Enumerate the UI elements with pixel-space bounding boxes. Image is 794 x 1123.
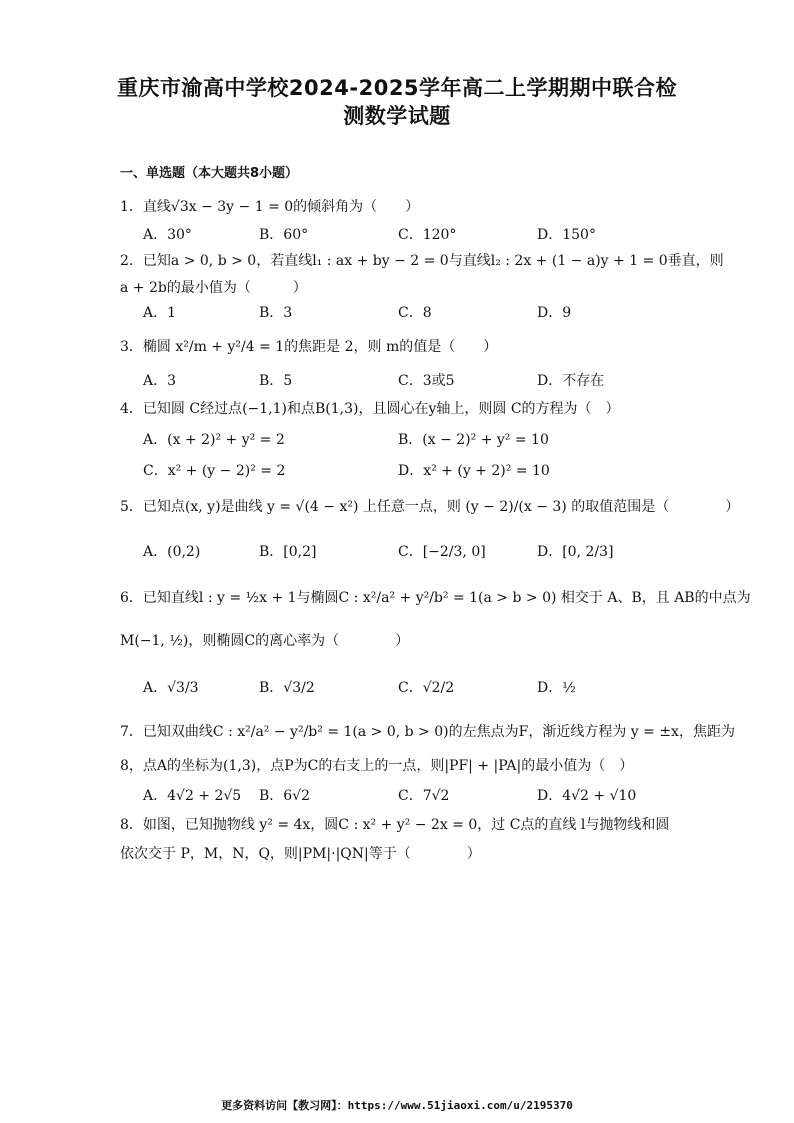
question-6-stem-line-2: M(−1, ½)，则椭圆C的离心率为（ ） [120,633,410,649]
question-5-stem: 5．已知点(x, y)是曲线 y = √(4 − x²) 上任意一点，则 (y − 2)/(x − 3) 的取值范围是（ ） [120,499,740,515]
question-8-stem-line-2: 依次交于 P，M，N，Q，则|PM|·|QN|等于（ ） [120,846,481,862]
question-7-stem-line-2: 8，点A的坐标为(1,3)，点P为C的右支上的一点，则|PF| + |PA|的最小值为（ ） [120,758,634,774]
question-4-option-c: C．x² + (y − 2)² = 2 [143,463,286,479]
question-7-option-c: C．7√2 [398,788,450,804]
question-6-stem-line-1: 6．已知直线l : y = ½x + 1与椭圆C : x²/a² + y²/b² = 1(a > b > 0) 相交于 A、B，且 AB的中点为 [120,590,751,606]
question-1-stem: 1．直线√3x − 3y − 1 = 0的倾斜角为（ ） [120,199,420,215]
question-3-option-a: A．3 [143,373,177,389]
question-3-option-c: C．3或5 [398,373,455,389]
section-heading: 一、单选题（本大题共8小题） [120,166,299,181]
question-1-option-c: C．120° [398,227,457,243]
question-5-option-c: C．[−2/3, 0] [398,544,486,560]
question-6-option-d: D．½ [537,680,576,696]
question-5-option-a: A．(0,2) [143,544,201,560]
question-2-stem-line-1: 2．已知a > 0, b > 0，若直线l₁ : ax + by − 2 = 0与直线l₂ : 2x + (1 − a)y + 1 = 0垂直，则 [120,253,724,269]
question-4-option-a: A．(x + 2)² + y² = 2 [143,432,285,448]
question-4-stem: 4．已知圆 C经过点(−1,1)和点B(1,3)，且圆心在y轴上，则圆 C的方程为（ ） [120,401,620,417]
question-5-option-d: D．[0, 2/3] [537,544,614,560]
page-title-line-1: 重庆市渝高中学校2024-2025学年高二上学期期中联合检 [116,76,678,100]
question-1-option-d: D．150° [537,227,596,243]
question-4-option-d: D．x² + (y + 2)² = 10 [398,463,550,479]
question-7-stem-line-1: 7．已知双曲线C : x²/a² − y²/b² = 1(a > 0, b > 0)的左焦点为F，渐近线方程为 y = ±x，焦距为 [120,724,735,740]
question-1-option-a: A．30° [143,227,192,243]
question-7-option-b: B．6√2 [259,788,311,804]
question-2-option-c: C．8 [398,305,432,321]
question-3-option-b: B．5 [259,373,293,389]
question-5-option-b: B．[0,2] [259,544,317,560]
question-6-option-b: B．√3/2 [259,680,315,696]
question-4-option-b: B．(x − 2)² + y² = 10 [398,432,549,448]
question-6-option-a: A．√3/3 [143,680,199,696]
question-1-option-b: B．60° [259,227,309,243]
question-2-option-d: D．9 [537,305,572,321]
question-2-stem-line-2: a + 2b的最小值为（ ） [120,280,307,296]
page-title-line-2: 测数学试题 [343,104,451,128]
question-3-option-d: D．不存在 [537,373,605,389]
question-8-stem-line-1: 8．如图，已知抛物线 y² = 4x，圆C : x² + y² − 2x = 0，过 C点的直线 l与抛物线和圆 [120,817,670,833]
question-2-option-b: B．3 [259,305,293,321]
footer-link[interactable]: 更多资料访问【教习网】：https://www.51jiaoxi.com/u/2195370 [221,1099,573,1112]
question-7-option-a: A．4√2 + 2√5 [143,788,242,804]
question-6-option-c: C．√2/2 [398,680,455,696]
question-7-option-d: D．4√2 + √10 [537,788,637,804]
question-3-stem: 3．椭圆 x²/m + y²/4 = 1的焦距是 2，则 m的值是（ ） [120,339,498,355]
question-2-option-a: A．1 [143,305,177,321]
